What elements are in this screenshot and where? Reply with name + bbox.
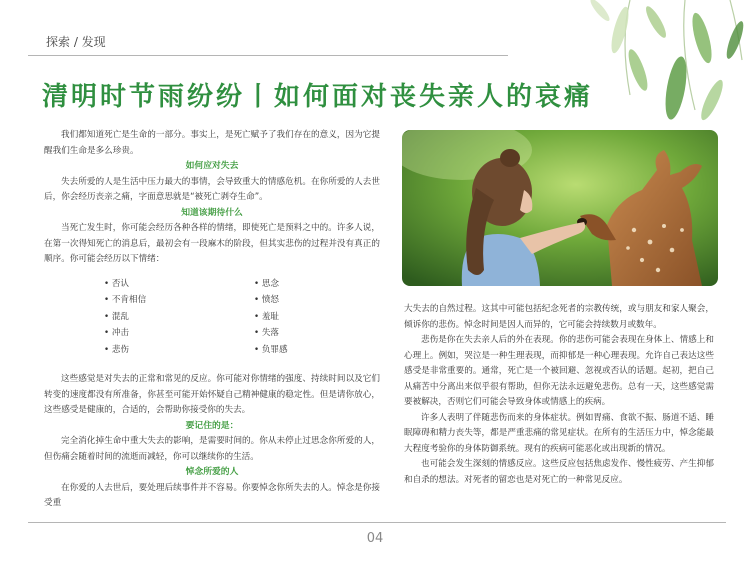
section-label: 探索 / 发现 xyxy=(46,35,106,49)
subheading-mourning: 悼念所爱的人 xyxy=(185,467,239,477)
emotion-list xyxy=(104,276,380,359)
emotion-item: • 混乱 xyxy=(104,309,254,326)
footer-divider xyxy=(28,522,726,523)
left-column xyxy=(44,128,380,512)
emotion-item: • 愤怒 xyxy=(254,292,404,309)
coping-paragraph: 失去所爱的人是生活中压力最大的事情，会导致重大的情感危机。在你所爱的人去世后，你会经历丧亲之痛，字面意思就是“被死亡剥夺生命”。 xyxy=(44,176,380,202)
girl-and-deer-photo xyxy=(402,130,718,286)
emotion-item: • 羞耻 xyxy=(254,309,404,326)
physical-symptoms-paragraph: 许多人表明了伴随悲伤而来的身体症状。例如胃痛、食欲不振、肠道不适、睡眠障碍和精力丧失等，都是严重悲痛的常见症状。在所有的生活压力中，悼念能最大程度考验你的身体防御系统。现有的疾病可能恶化或出现新的情况。 xyxy=(404,412,714,454)
remember-paragraph: 完全消化掉生命中重大失去的影响，是需要时间的。你从未停止过思念你所爱的人，但伤痛会随着时间的流逝而减轻，你可以继续你的生活。 xyxy=(44,436,380,462)
normal-feelings-paragraph: 这些感觉是对失去的正常和常见的反应。你可能对你情绪的强度、持续时间以及它们转变的速度都没有所准备，你甚至可能开始怀疑自己精神健康的稳定性。但是请你放心，这些感受是健康的，合适的，会帮助你接受你的失去。 xyxy=(44,374,380,415)
expectations-paragraph: 当死亡发生时，你可能会经历各种各样的情绪，即使死亡是预料之中的。许多人说，在第一次得知死亡的消息后，最初会有一段麻木的阶段，但其实悲伤的过程并没有真正的顺序。你可能会经历以下情绪： xyxy=(44,223,380,264)
emotional-reactions-paragraph: 也可能会发生深刻的情感反应。这些反应包括焦虑发作、慢性疲劳、产生抑郁和自杀的想法。对死者的留恋也是对死亡的一种常见反应。 xyxy=(404,459,714,485)
page-title: 清明时节雨纷纷丨如何面对丧失亲人的哀痛 xyxy=(42,82,594,112)
mourning-paragraph: 在你爱的人去世后，要处理后续事件并不容易。你要悼念你所失去的人。悼念是你接受重 xyxy=(44,482,380,508)
subheading-remember: 要记住的是： xyxy=(185,420,239,431)
emotion-item: • 冲击 xyxy=(104,325,254,342)
grief-expression-paragraph: 悲伤是你在失去亲人后的外在表现。你的悲伤可能会表现在身体上、情感上和心理上。例如，哭泣是一种生理表现，而抑郁是一种心理表现。允许自己表达这些感受是非常重要的。通常，死亡是一个被回避、忽视或否认的话题。起初，把自己从痛苦中分离出来似乎很有帮助，但你无法永远避免悲伤。总有一天，这些感觉需要被解决，否则它们可能会导致身体或情感上的疾病。 xyxy=(404,335,714,407)
right-column xyxy=(404,302,714,488)
emotion-item: • 负罪感 xyxy=(254,342,404,359)
emotion-item: • 不肯相信 xyxy=(104,292,254,309)
page-number: 04 xyxy=(366,531,384,546)
subheading-expectations: 知道该期待什么 xyxy=(181,207,243,218)
header-divider xyxy=(28,55,508,56)
emotion-item: • 否认 xyxy=(104,276,254,293)
emotion-item: • 失落 xyxy=(254,325,404,342)
intro-paragraph: 我们都知道死亡是生命的一部分。事实上，是死亡赋予了我们存在的意义，因为它提醒我们生命是多么珍贵。 xyxy=(44,130,380,156)
mourning-continued-paragraph: 大失去的自然过程。这其中可能包括纪念死者的宗教传统，或与朋友和家人聚会，倾诉你的悲伤。悼念时间是因人而异的，它可能会持续数月或数年。 xyxy=(404,304,714,330)
emotion-item: • 思念 xyxy=(254,276,404,293)
emotion-item: • 悲伤 xyxy=(104,342,254,359)
subheading-coping: 如何应对失去 xyxy=(185,161,239,171)
